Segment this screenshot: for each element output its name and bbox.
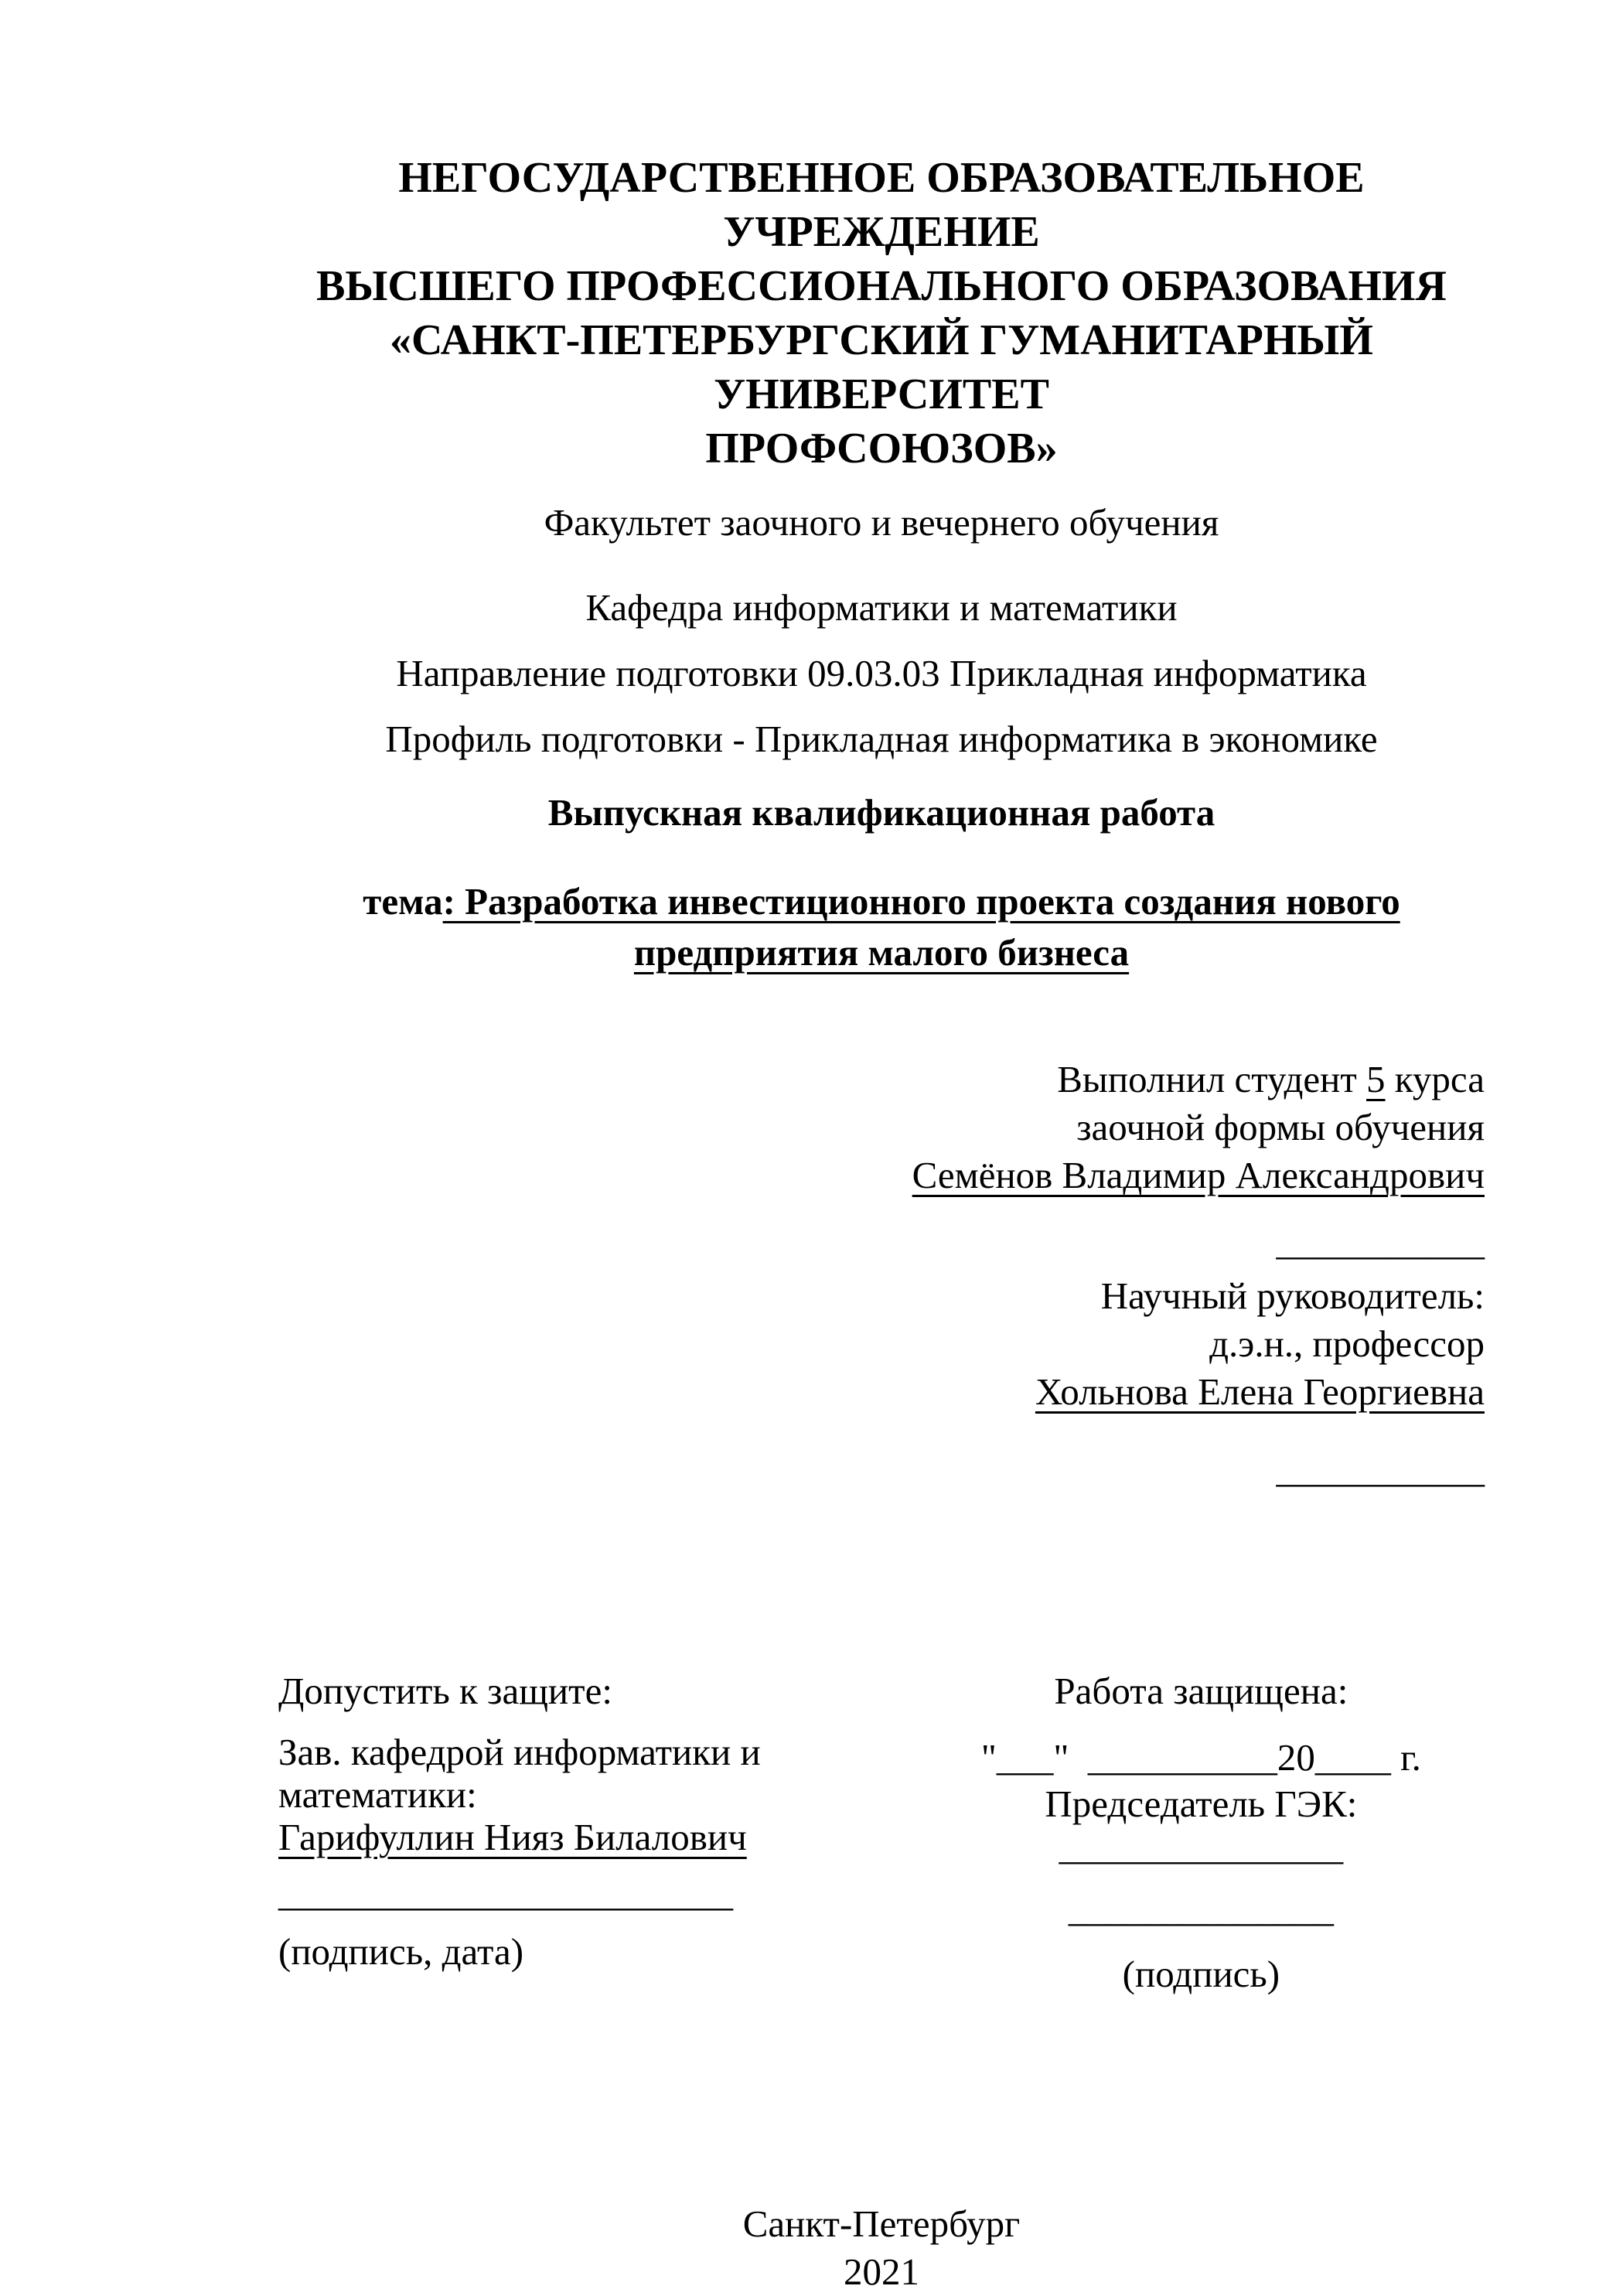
approval-defense-section [278,1670,1485,1995]
admit-label: Допустить к защите: [278,1670,612,1712]
approval-signature-caption: (подпись, дата) [278,1930,524,1973]
thesis-theme [278,876,1485,978]
year-line: 2021 [844,2250,919,2293]
approval-column [278,1670,918,1995]
chairman-signature-line: _______________ [1059,1825,1344,1868]
theme-label: тема [363,880,443,923]
direction-line: Направление подготовки 09.03.03 Прикладная информатика [396,652,1367,694]
city-line: Санкт-Петербург [742,2202,1021,2245]
advisor-name: Хольнова Елена Георгиевна [1035,1370,1485,1413]
department-line: Кафедра информатики и математики [585,586,1178,629]
thesis-theme-line [278,876,1485,927]
organization-name [278,151,1485,476]
defense-column [918,1670,1485,1995]
defense-date-line: "___" __________20____ г. [980,1736,1421,1779]
student-name: Семёнов Владимир Александрович [912,1154,1485,1196]
department-head-label: Зав. кафедрой информатики и математики: [278,1731,761,1816]
organization-name-line: ПРОФСОЮЗОВ» [705,425,1058,473]
theme-title-part2: предприятия малого бизнеса [633,931,1130,974]
advisor-label: Научный руководитель: [1100,1274,1485,1317]
theme-title-part1: : Разработка инвестиционного проекта создания нового [442,880,1400,923]
course-number: 5 [1366,1058,1386,1100]
advisor-signature-blank: ___________ [1276,1448,1485,1490]
defended-label: Работа защищена: [1054,1670,1348,1712]
student-signature-blank: ___________ [1276,1220,1485,1263]
organization-name-line: ВЫСШЕГО ПРОФЕССИОНАЛЬНОГО ОБРАЗОВАНИЯ [316,262,1447,310]
chairman-signature-line2: ______________ [1068,1887,1334,1929]
faculty-line: Факультет заочного и вечернего обучения [544,501,1219,544]
department-head-name: Гарифуллин Нияз Билалович [278,1816,747,1858]
performer-section [278,1056,1485,1493]
chairman-label: Председатель ГЭК: [1045,1783,1358,1825]
approval-signature-line: ________________________ [278,1871,733,1914]
work-type-title: Выпускная квалификационная работа [547,791,1215,834]
organization-name-line: НЕГОСУДАРСТВЕННОЕ ОБРАЗОВАТЕЛЬНОЕ УЧРЕЖДЕНИЕ [398,154,1376,256]
profile-line: Профиль подготовки - Прикладная информатика в экономике [385,718,1378,760]
performer-line1: Выполнил студент 5 курса [1057,1058,1485,1100]
city-year-section [278,2200,1485,2296]
thesis-theme-line [278,927,1485,978]
advisor-degree: д.э.н., профессор [1209,1322,1485,1365]
organization-name-line: «САНКТ-ПЕТЕРБУРГСКИЙ ГУМАНИТАРНЫЙ УНИВЕРСИТЕТ [390,316,1384,418]
performer-line2: заочной формы обучения [1076,1106,1485,1148]
defense-signature-caption: (подпись) [1122,1953,1280,1995]
